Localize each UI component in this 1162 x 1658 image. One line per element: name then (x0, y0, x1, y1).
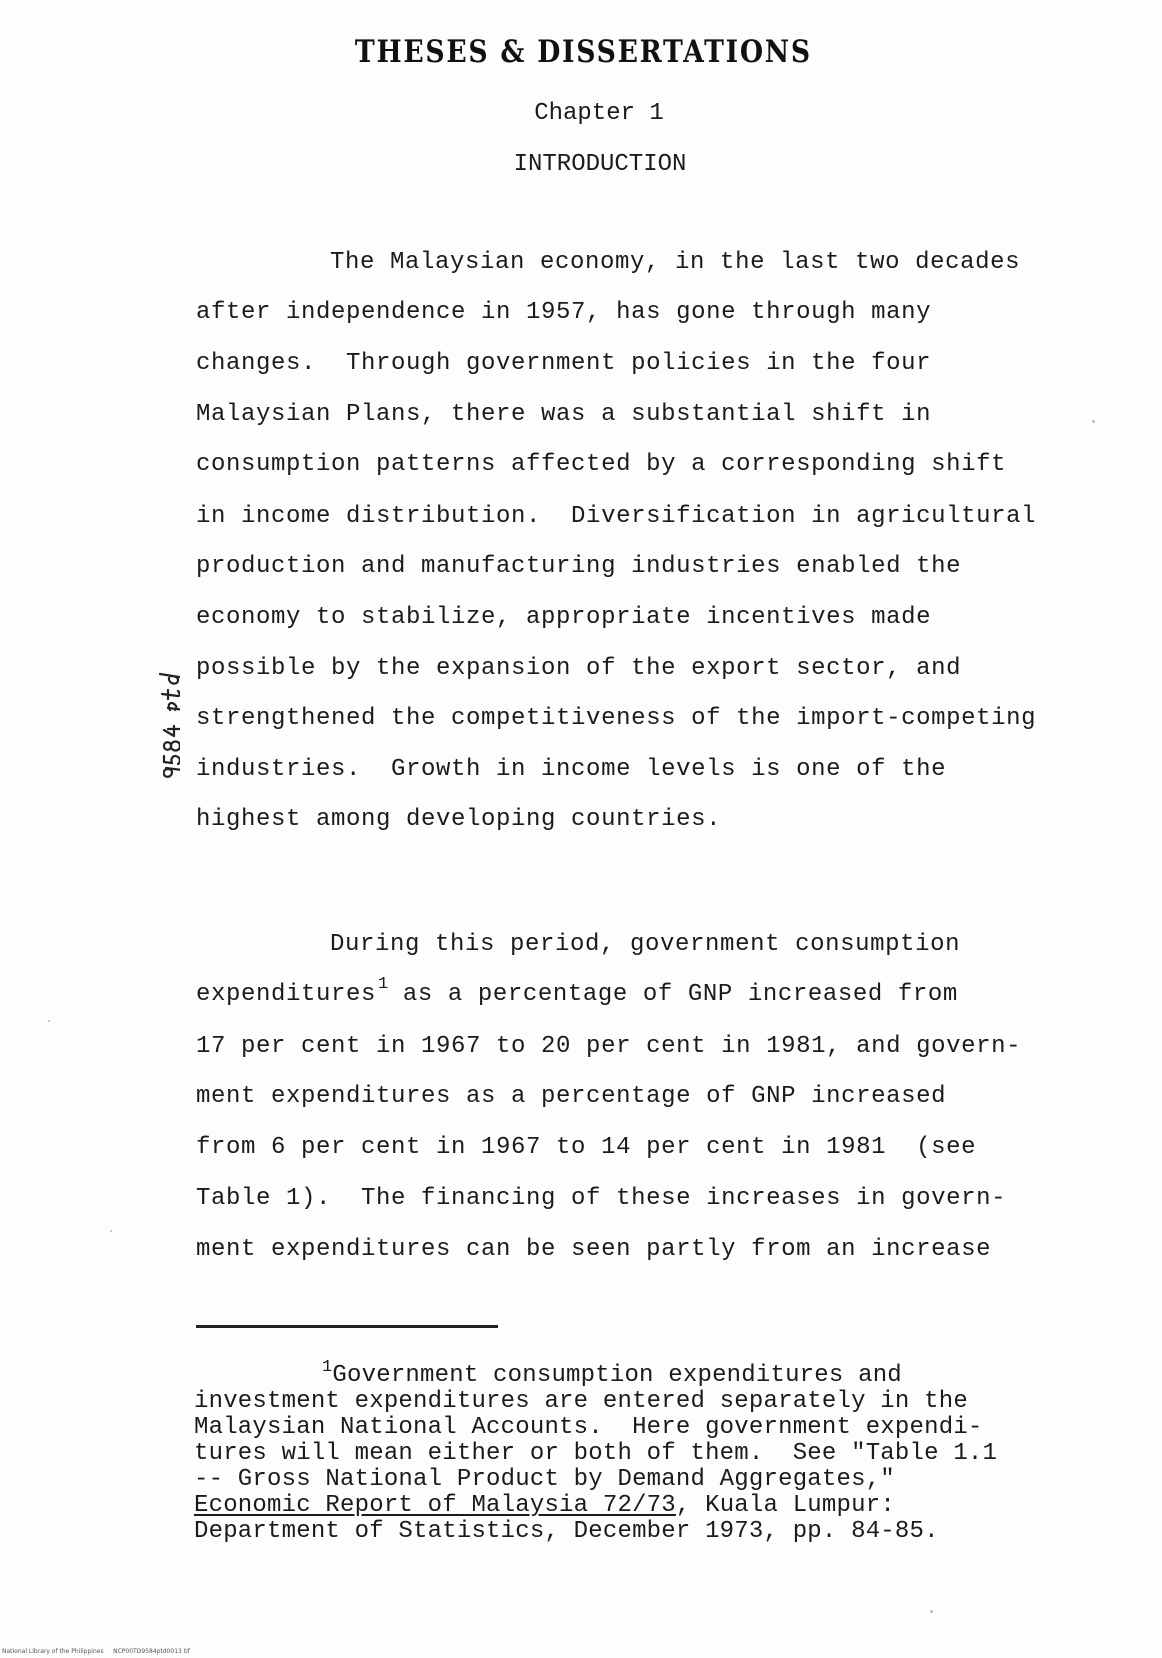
footnote-mark: 1 (322, 1358, 333, 1377)
scan-speck (110, 1230, 112, 1232)
footnote-first-line (322, 1358, 902, 1389)
footnote-line: Malaysian National Accounts. Here government expendi- (194, 1414, 983, 1441)
scan-footer: National Library of the Philippines NCP00TD9584ptd0013 tif (2, 1648, 190, 1655)
paragraph-1-line: economy to stabilize, appropriate incentives made (196, 604, 932, 631)
theses-dissertations-stamp: THESES & DISSERTATIONS (354, 34, 812, 70)
paragraph-2-line: ment expenditures can be seen partly from an increase (196, 1236, 992, 1263)
citation-rest: , Kuala Lumpur: (675, 1492, 895, 1519)
paragraph-1-line: consumption patterns affected by a corresponding shift (196, 451, 1007, 478)
scan-speck (1092, 420, 1095, 423)
paragraph-2-line-with-ref (196, 975, 958, 1010)
footnote-text: Government consumption expenditures and (332, 1362, 902, 1389)
paragraph-1-line: The Malaysian economy, in the last two decades (330, 249, 1021, 276)
paragraph-1-line: Malaysian Plans, there was a substantial shift in (196, 401, 932, 428)
citation-title: Economic Report of Malaysia 72/73 (194, 1492, 676, 1519)
paragraph-2-text: as a percentage of GNP increased from (402, 981, 958, 1008)
footnote-reference: 1 (378, 975, 389, 994)
footnote-rule (196, 1325, 498, 1328)
footnote-line: tures will mean either or both of them. See "Table 1.1 (194, 1440, 998, 1467)
paragraph-1-line: after independence in 1957, has gone through many (196, 299, 932, 326)
footnote-citation-line (194, 1493, 895, 1519)
paragraph-1-line: industries. Growth in income levels is one of the (196, 756, 947, 783)
scan-speck (930, 1610, 933, 1613)
paragraph-1-line: possible by the expansion of the export sector, and (196, 655, 962, 682)
paragraph-1-line: changes. Through government policies in the four (196, 350, 932, 377)
handwritten-margin-note (120, 640, 180, 780)
paragraph-1-line: strengthened the competitiveness of the import-competing (196, 705, 1037, 732)
paragraph-2-line: Table 1). The financing of these increases in govern- (196, 1185, 1007, 1212)
paragraph-2-line: 17 per cent in 1967 to 20 per cent in 1981, and govern- (196, 1033, 1022, 1060)
paragraph-2-line: During this period, government consumption (330, 931, 961, 958)
paragraph-2-text: expenditures (196, 981, 377, 1008)
footnote-line: -- Gross National Product by Demand Aggregates," (194, 1466, 895, 1493)
paragraph-1-line: in income distribution. Diversification in agricultural (196, 503, 1037, 530)
paragraph-2-line: ment expenditures as a percentage of GNP increased (196, 1083, 947, 1110)
section-title: INTRODUCTION (513, 151, 687, 178)
paragraph-2-line: from 6 per cent in 1967 to 14 per cent in 1981 (see (196, 1134, 977, 1161)
paragraph-1-line: highest among developing countries. (196, 806, 722, 833)
footnote-line: Department of Statistics, December 1973, pp. 84-85. (194, 1518, 939, 1545)
footnote-line: investment expenditures are entered separately in the (194, 1388, 968, 1415)
paragraph-1-line: production and manufacturing industries enabled the (196, 553, 962, 580)
chapter-heading: Chapter 1 (534, 100, 664, 127)
scan-speck (48, 1020, 50, 1022)
